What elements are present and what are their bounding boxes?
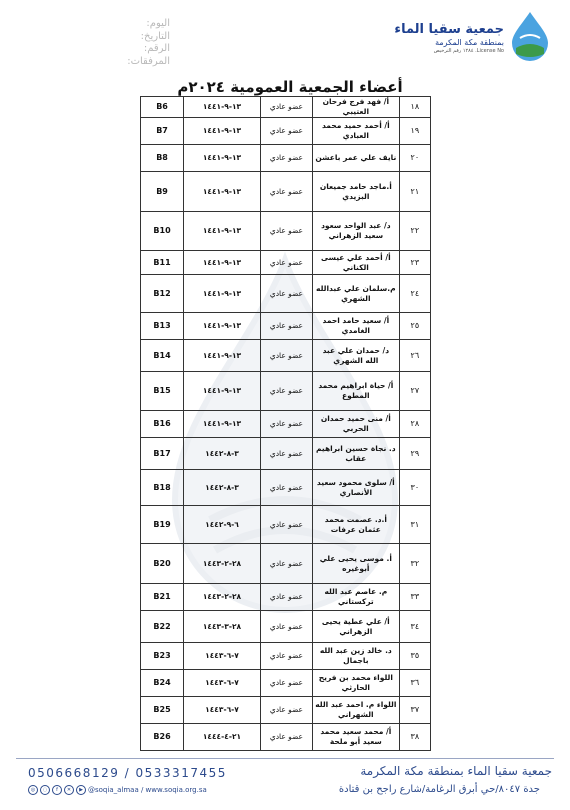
member-number: ٢٠: [399, 145, 430, 172]
member-type: عضو عادي: [260, 643, 312, 670]
member-code: B22: [141, 611, 184, 643]
table-row: [141, 438, 431, 470]
organization-logo: [394, 8, 552, 68]
member-name: د/ عبد الواحد سعود سعيد الزهراني: [312, 212, 399, 251]
footer-org-name: جمعية سقيا الماء بمنطقة مكة المكرمة: [360, 764, 552, 778]
table-row: [141, 584, 431, 611]
member-code: B6: [141, 97, 184, 118]
table-row: [141, 172, 431, 212]
table-row: [141, 724, 431, 751]
member-type: عضو عادي: [260, 97, 312, 118]
member-code: B12: [141, 275, 184, 313]
member-type: عضو عادي: [260, 724, 312, 751]
member-code: B8: [141, 145, 184, 172]
members-table: [140, 96, 431, 751]
member-date: ١٣-٩-١٤٤١: [184, 372, 261, 411]
x-icon: ✕: [64, 785, 74, 795]
table-row: [141, 411, 431, 438]
member-date: ١٣-٩-١٤٤١: [184, 118, 261, 145]
member-name: أ/ سلوى محمود سعيد الأنصاري: [312, 470, 399, 506]
member-type: عضو عادي: [260, 172, 312, 212]
member-name: أ/ حياة ابراهيم محمد المطوع: [312, 372, 399, 411]
table-row: [141, 275, 431, 313]
member-code: B24: [141, 670, 184, 697]
member-type: عضو عادي: [260, 212, 312, 251]
table-row: [141, 340, 431, 372]
member-code: B26: [141, 724, 184, 751]
member-code: B17: [141, 438, 184, 470]
member-code: B10: [141, 212, 184, 251]
member-date: ١٣-٩-١٤٤١: [184, 340, 261, 372]
member-name: أ.د. عصمت محمد عثمان عرفات: [312, 506, 399, 544]
member-type: عضو عادي: [260, 340, 312, 372]
member-type: عضو عادي: [260, 313, 312, 340]
member-code: B23: [141, 643, 184, 670]
member-number: ٢٤: [399, 275, 430, 313]
social-handles: @soqia_almaa / www.soqia.org.sa: [88, 786, 207, 794]
member-name: أ. موسى يحيى علي أبوغيره: [312, 544, 399, 584]
member-date: ٧-٦-١٤٤٣: [184, 697, 261, 724]
member-name: أ/ منى حميد حمدان الحربي: [312, 411, 399, 438]
member-number: ٢٨: [399, 411, 430, 438]
member-code: B21: [141, 584, 184, 611]
table-row: [141, 97, 431, 118]
member-name: م.سلمان علي عبدالله الشهري: [312, 275, 399, 313]
footer-divider: [16, 758, 554, 759]
member-type: عضو عادي: [260, 145, 312, 172]
member-name: أ/ سعيد حامد احمد الغامدي: [312, 313, 399, 340]
member-number: ٣٨: [399, 724, 430, 751]
member-date: ٢٨-٣-١٤٤٣: [184, 611, 261, 643]
table-row: [141, 670, 431, 697]
member-date: ١٣-٩-١٤٤١: [184, 411, 261, 438]
member-code: B15: [141, 372, 184, 411]
member-date: ٧-٦-١٤٤٣: [184, 643, 261, 670]
member-type: عضو عادي: [260, 411, 312, 438]
member-number: ٢٣: [399, 251, 430, 275]
member-code: B7: [141, 118, 184, 145]
member-number: ١٩: [399, 118, 430, 145]
member-number: ٣١: [399, 506, 430, 544]
member-date: ١٣-٩-١٤٤١: [184, 172, 261, 212]
member-type: عضو عادي: [260, 670, 312, 697]
footer-address: جدة ٨٠٤٧/حي أبرق الرغامة/شارع راجح بن قتادة: [338, 784, 540, 795]
table-row: [141, 470, 431, 506]
member-date: ٢١-٤-١٤٤٤: [184, 724, 261, 751]
day-label: اليوم:: [146, 18, 170, 29]
member-name: د/ حمدان علي عبد الله الشهري: [312, 340, 399, 372]
member-code: B25: [141, 697, 184, 724]
table-row: [141, 544, 431, 584]
member-date: ٢٨-٢-١٤٤٣: [184, 544, 261, 584]
member-type: عضو عادي: [260, 251, 312, 275]
table-row: [141, 145, 431, 172]
footer-social: [28, 785, 207, 795]
member-date: ١٣-٩-١٤٤١: [184, 251, 261, 275]
member-number: ٣٤: [399, 611, 430, 643]
member-name: أ/ علي عطية يحيى الزهراني: [312, 611, 399, 643]
org-region: بمنطقة مكة المكرمة: [435, 38, 504, 47]
number-label: الرقم:: [143, 43, 170, 54]
table-row: [141, 212, 431, 251]
member-code: B13: [141, 313, 184, 340]
member-code: B16: [141, 411, 184, 438]
member-type: عضو عادي: [260, 611, 312, 643]
footer-phones: 0506668129 / 0533317455: [28, 766, 227, 780]
member-date: ١٣-٩-١٤٤١: [184, 313, 261, 340]
snapchat-icon: ◌: [40, 785, 50, 795]
member-type: عضو عادي: [260, 470, 312, 506]
member-name: م. عاصم عبد الله تركستاني: [312, 584, 399, 611]
org-name: جمعية سقيا الماء: [394, 22, 504, 37]
member-number: ٣٦: [399, 670, 430, 697]
member-number: ٢٧: [399, 372, 430, 411]
member-type: عضو عادي: [260, 506, 312, 544]
member-code: B18: [141, 470, 184, 506]
page-title: أعضاء الجمعية العمومية ٢٠٢٤م: [177, 78, 403, 96]
member-number: ٣٣: [399, 584, 430, 611]
member-date: ١٣-٩-١٤٤١: [184, 275, 261, 313]
table-row: [141, 118, 431, 145]
member-date: ٢٨-٢-١٤٤٣: [184, 584, 261, 611]
member-number: ٣٢: [399, 544, 430, 584]
member-date: ١٣-٩-١٤٤١: [184, 145, 261, 172]
member-code: B14: [141, 340, 184, 372]
member-date: ٦-٩-١٤٤٢: [184, 506, 261, 544]
table-row: [141, 251, 431, 275]
table-row: [141, 372, 431, 411]
member-name: أ/ أحمد علي عيسى الكناني: [312, 251, 399, 275]
member-type: عضو عادي: [260, 697, 312, 724]
member-date: ٧-٦-١٤٤٣: [184, 670, 261, 697]
member-number: ٢١: [399, 172, 430, 212]
member-name: أ/ أحمد حميد محمد العبادي: [312, 118, 399, 145]
member-number: ٢٩: [399, 438, 430, 470]
member-number: ٢٦: [399, 340, 430, 372]
youtube-icon: ▶: [76, 785, 86, 795]
member-date: ٣-٨-١٤٤٢: [184, 438, 261, 470]
member-name: اللواء م. احمد عبد الله الشهراني: [312, 697, 399, 724]
date-label: التاريخ:: [140, 30, 170, 42]
table-row: [141, 313, 431, 340]
member-type: عضو عادي: [260, 544, 312, 584]
member-name: اللواء محمد بن فريح الحارثي: [312, 670, 399, 697]
member-date: ٣-٨-١٤٤٢: [184, 470, 261, 506]
member-type: عضو عادي: [260, 275, 312, 313]
member-name: أ.ماجد حامد جميعان البزيدي: [312, 172, 399, 212]
member-number: ٣٥: [399, 643, 430, 670]
water-drop-logo-icon: [508, 10, 552, 62]
member-date: ١٣-٩-١٤٤١: [184, 97, 261, 118]
table-row: [141, 697, 431, 724]
member-name: د. نجاة حسين ابراهيم عقاب: [312, 438, 399, 470]
member-type: عضو عادي: [260, 372, 312, 411]
member-name: أ/ محمد سعيد محمد سعيد أبو ملحة: [312, 724, 399, 751]
member-name: أ/ فهد فرج فرحان العتيبي: [312, 97, 399, 118]
member-name: د. خالد زين عبد الله باجمال: [312, 643, 399, 670]
member-type: عضو عادي: [260, 584, 312, 611]
member-name: نايف علي عمر باعشن: [312, 145, 399, 172]
member-code: B19: [141, 506, 184, 544]
member-code: B9: [141, 172, 184, 212]
member-code: B11: [141, 251, 184, 275]
member-date: ١٣-٩-١٤٤١: [184, 212, 261, 251]
member-code: B20: [141, 544, 184, 584]
attachments-label: المرفقات:: [127, 55, 170, 67]
table-row: [141, 643, 431, 670]
org-license: License No. ١٢٨٤ رقم الترخيص: [433, 48, 504, 54]
header-fields: [118, 18, 170, 68]
instagram-icon: ◎: [28, 785, 38, 795]
member-number: ٣٠: [399, 470, 430, 506]
member-type: عضو عادي: [260, 118, 312, 145]
member-type: عضو عادي: [260, 438, 312, 470]
table-row: [141, 611, 431, 643]
member-number: ٢٢: [399, 212, 430, 251]
facebook-icon: f: [52, 785, 62, 795]
member-number: ١٨: [399, 97, 430, 118]
member-number: ٢٥: [399, 313, 430, 340]
member-number: ٣٧: [399, 697, 430, 724]
table-row: [141, 506, 431, 544]
